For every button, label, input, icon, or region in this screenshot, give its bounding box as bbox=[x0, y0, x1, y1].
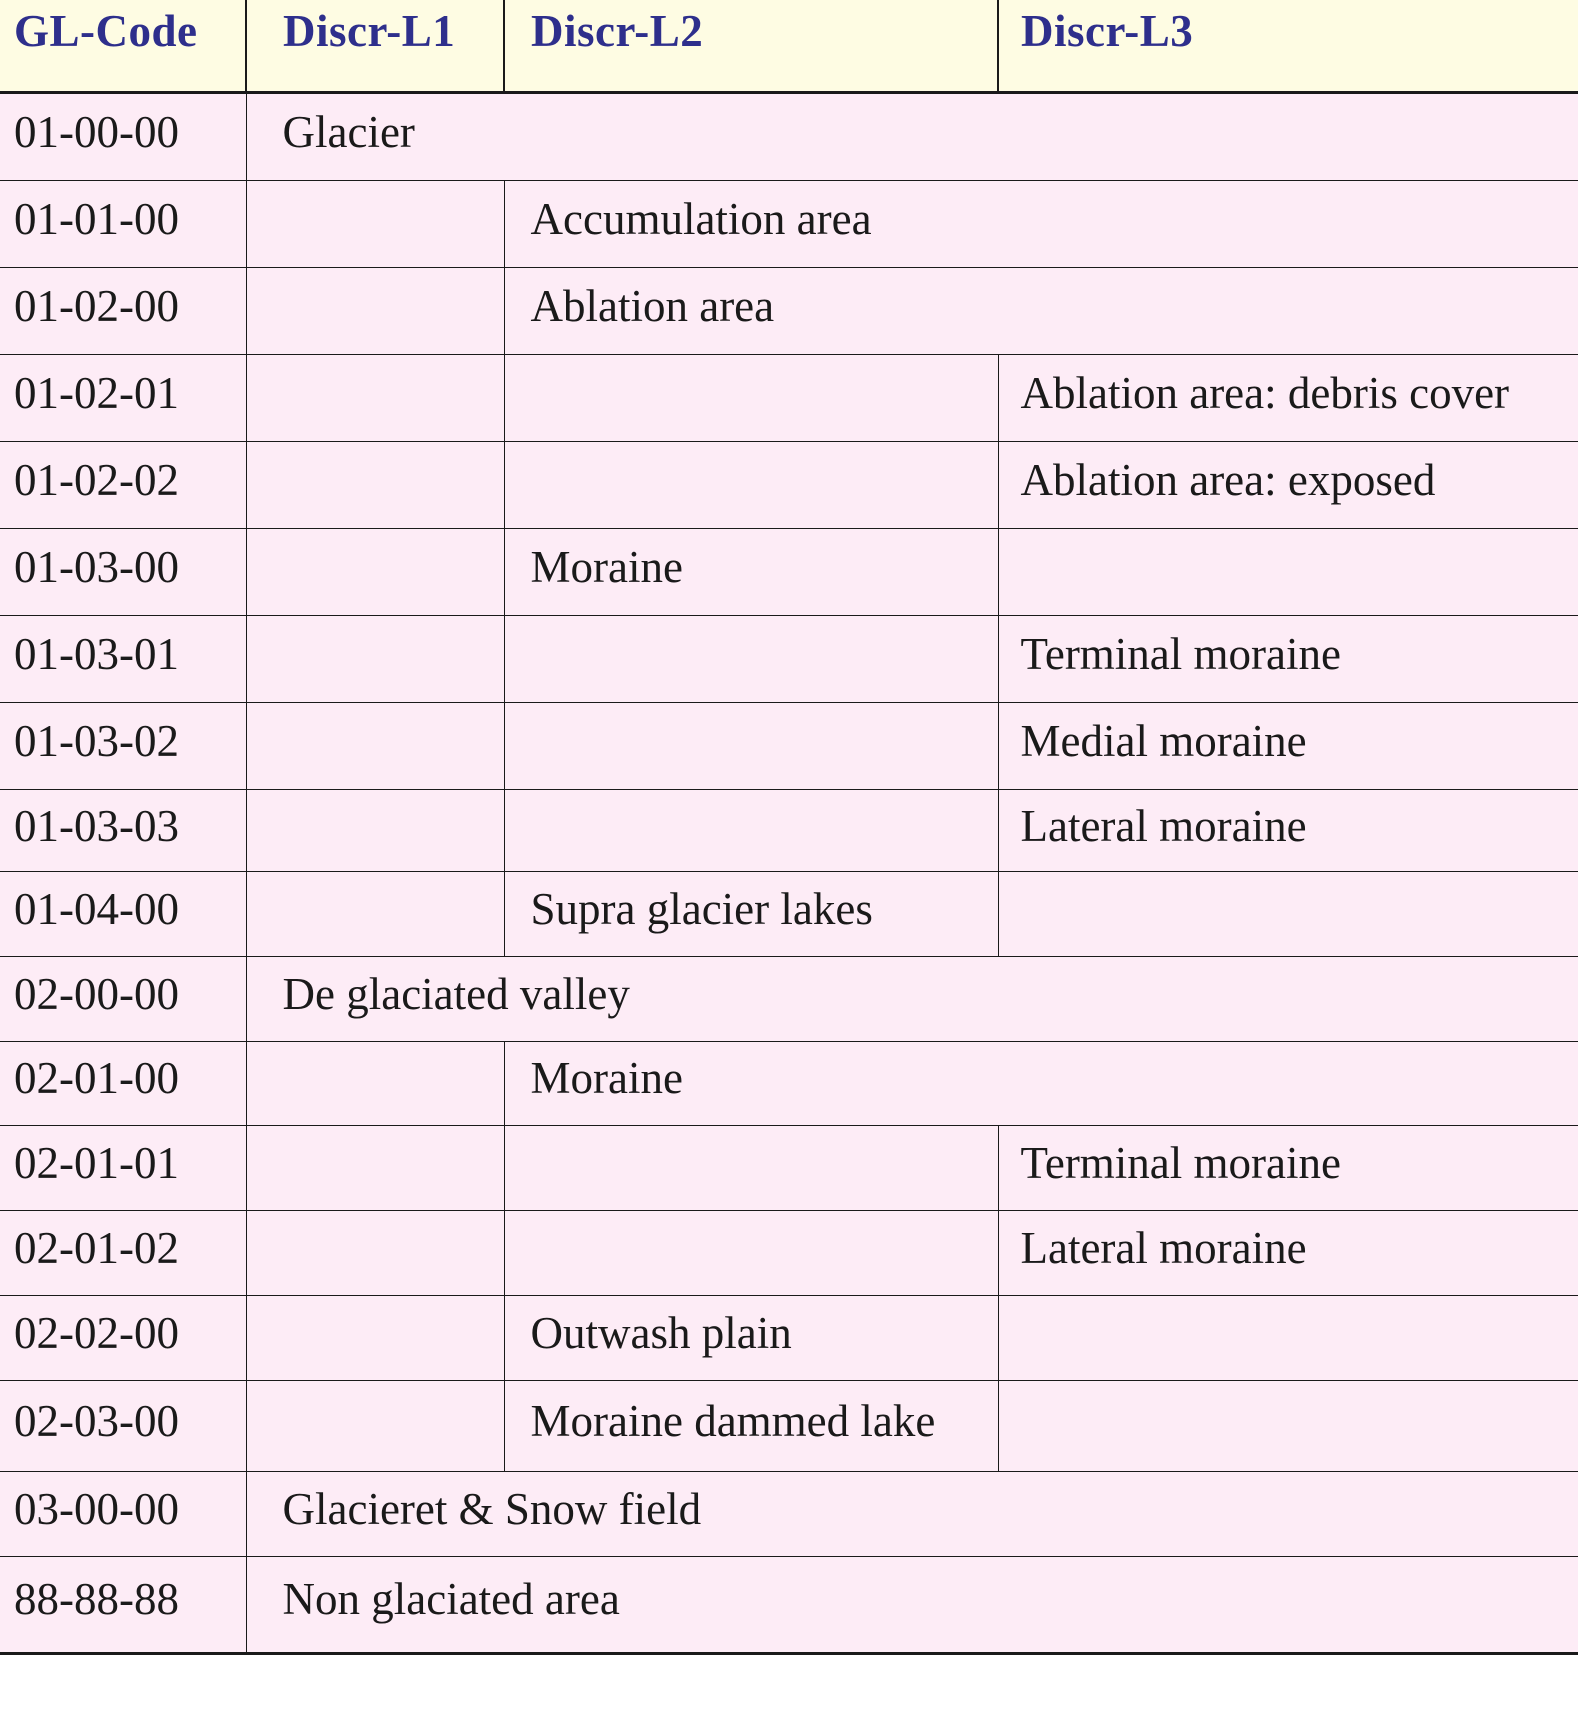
discr-l1-empty-cell bbox=[246, 872, 504, 957]
table-row bbox=[0, 354, 1578, 441]
discr-l1-cell: Glacieret & Snow field bbox=[246, 1472, 1578, 1557]
gl-code-cell: 02-01-02 bbox=[0, 1210, 246, 1295]
discr-l1-empty-cell bbox=[246, 180, 504, 267]
discr-l3-cell: Terminal moraine bbox=[998, 616, 1578, 703]
discr-l2-cell: Moraine bbox=[504, 529, 998, 616]
table-row bbox=[0, 442, 1578, 529]
header-discr-l2: Discr-L2 bbox=[504, 0, 998, 92]
discr-l3-cell: Ablation area: exposed bbox=[998, 442, 1578, 529]
gl-code-cell: 01-02-01 bbox=[0, 354, 246, 441]
discr-l2-empty-cell bbox=[504, 442, 998, 529]
gl-code-cell: 01-00-00 bbox=[0, 92, 246, 180]
table-row bbox=[0, 92, 1578, 180]
discr-l1-empty-cell bbox=[246, 790, 504, 872]
discr-l2-empty-cell bbox=[504, 1210, 998, 1295]
table-row bbox=[0, 1210, 1578, 1295]
discr-l2-cell: Moraine dammed lake bbox=[504, 1380, 998, 1471]
gl-code-cell: 01-01-00 bbox=[0, 180, 246, 267]
gl-code-cell: 01-03-01 bbox=[0, 616, 246, 703]
gl-code-cell: 02-03-00 bbox=[0, 1380, 246, 1471]
table-row bbox=[0, 703, 1578, 790]
discr-l3-cell: Ablation area: debris cover bbox=[998, 354, 1578, 441]
table-row bbox=[0, 529, 1578, 616]
discr-l3-cell: Terminal moraine bbox=[998, 1125, 1578, 1210]
table-row bbox=[0, 1556, 1578, 1653]
discr-l1-cell: Glacier bbox=[246, 92, 1578, 180]
discr-l1-empty-cell bbox=[246, 354, 504, 441]
table-row bbox=[0, 1295, 1578, 1380]
discr-l2-cell: Outwash plain bbox=[504, 1295, 998, 1380]
discr-l2-empty-cell bbox=[504, 790, 998, 872]
table-row bbox=[0, 790, 1578, 872]
gl-code-cell: 03-00-00 bbox=[0, 1472, 246, 1557]
discr-l1-empty-cell bbox=[246, 1295, 504, 1380]
header-discr-l3: Discr-L3 bbox=[998, 0, 1578, 92]
table-header-row bbox=[0, 0, 1578, 92]
discr-l1-cell: De glaciated valley bbox=[246, 957, 1578, 1042]
discr-l1-cell: Non glaciated area bbox=[246, 1556, 1578, 1653]
gl-code-cell: 02-01-01 bbox=[0, 1125, 246, 1210]
table-row bbox=[0, 1041, 1578, 1125]
gl-code-cell: 01-03-02 bbox=[0, 703, 246, 790]
discr-l1-empty-cell bbox=[246, 703, 504, 790]
gl-code-cell: 01-02-02 bbox=[0, 442, 246, 529]
discr-l2-empty-cell bbox=[504, 354, 998, 441]
discr-l3-empty-cell bbox=[998, 1295, 1578, 1380]
discr-l2-empty-cell bbox=[504, 1125, 998, 1210]
discr-l2-empty-cell bbox=[504, 703, 998, 790]
discr-l3-cell: Lateral moraine bbox=[998, 1210, 1578, 1295]
discr-l1-empty-cell bbox=[246, 529, 504, 616]
table-body bbox=[0, 92, 1578, 1654]
discr-l2-cell: Accumulation area bbox=[504, 180, 1578, 267]
gl-code-cell: 88-88-88 bbox=[0, 1556, 246, 1653]
header-gl-code: GL-Code bbox=[0, 0, 246, 92]
discr-l1-empty-cell bbox=[246, 1041, 504, 1125]
discr-l2-cell: Ablation area bbox=[504, 267, 1578, 354]
table-row bbox=[0, 1472, 1578, 1557]
gl-code-cell: 01-02-00 bbox=[0, 267, 246, 354]
table-row bbox=[0, 957, 1578, 1042]
gl-code-cell: 01-03-00 bbox=[0, 529, 246, 616]
discr-l2-cell: Moraine bbox=[504, 1041, 1578, 1125]
discr-l2-empty-cell bbox=[504, 616, 998, 703]
discr-l3-empty-cell bbox=[998, 872, 1578, 957]
gl-code-cell: 02-01-00 bbox=[0, 1041, 246, 1125]
discr-l1-empty-cell bbox=[246, 1125, 504, 1210]
table-row bbox=[0, 616, 1578, 703]
discr-l1-empty-cell bbox=[246, 616, 504, 703]
gl-code-cell: 02-00-00 bbox=[0, 957, 246, 1042]
table-row bbox=[0, 1380, 1578, 1471]
discr-l3-empty-cell bbox=[998, 529, 1578, 616]
discr-l3-cell: Lateral moraine bbox=[998, 790, 1578, 872]
table-row bbox=[0, 180, 1578, 267]
discr-l1-empty-cell bbox=[246, 1210, 504, 1295]
gl-code-cell: 01-03-03 bbox=[0, 790, 246, 872]
header-discr-l1: Discr-L1 bbox=[246, 0, 504, 92]
gl-code-cell: 01-04-00 bbox=[0, 872, 246, 957]
gl-code-cell: 02-02-00 bbox=[0, 1295, 246, 1380]
discr-l1-empty-cell bbox=[246, 267, 504, 354]
discr-l3-empty-cell bbox=[998, 1380, 1578, 1471]
discr-l2-cell: Supra glacier lakes bbox=[504, 872, 998, 957]
table-row bbox=[0, 1125, 1578, 1210]
discr-l1-empty-cell bbox=[246, 1380, 504, 1471]
discr-l1-empty-cell bbox=[246, 442, 504, 529]
table-row bbox=[0, 872, 1578, 957]
discr-l3-cell: Medial moraine bbox=[998, 703, 1578, 790]
table-row bbox=[0, 267, 1578, 354]
